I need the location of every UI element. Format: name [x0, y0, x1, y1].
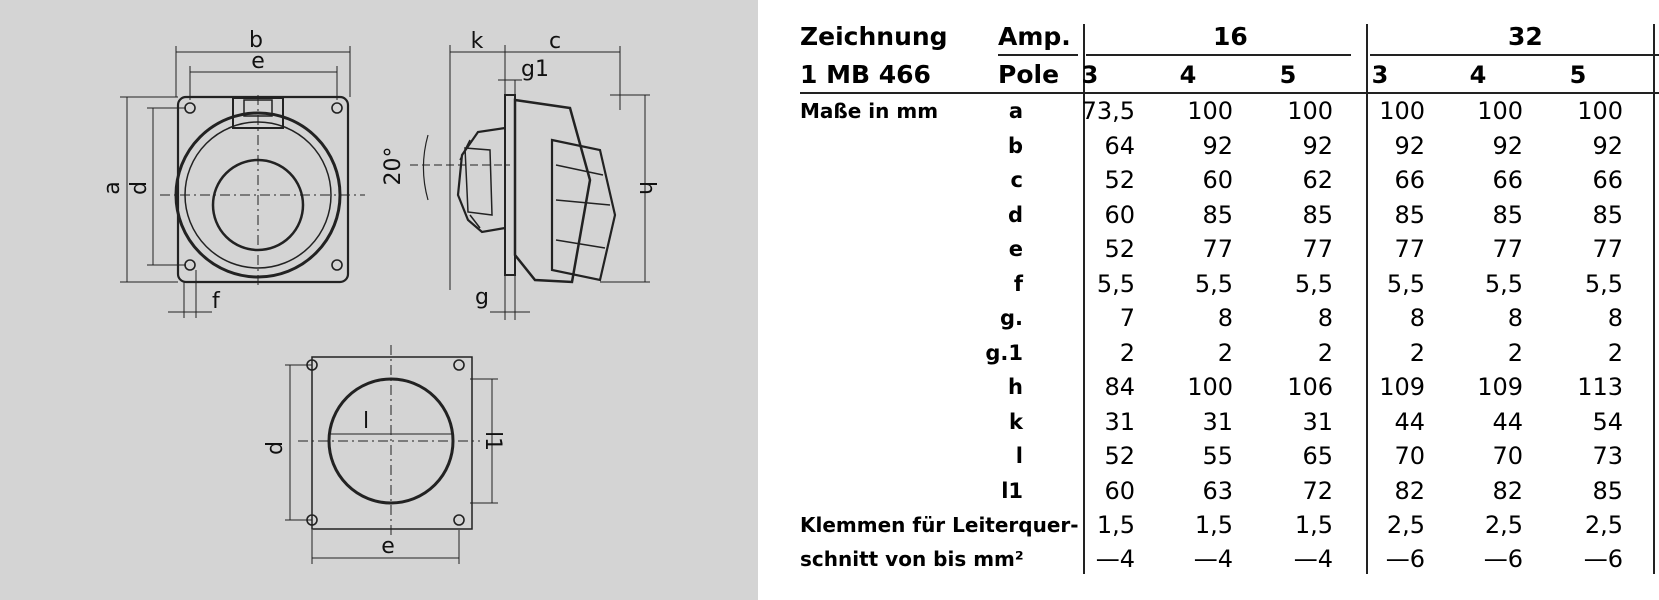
table-cell: 60: [1104, 477, 1135, 505]
terminal-min-cell: 1,5: [1194, 511, 1233, 539]
table-cell: 77: [1302, 235, 1333, 263]
table-cell: 52: [1104, 442, 1135, 470]
terminal-min-cell: 1,5: [1096, 511, 1135, 539]
table-cell: 113: [1577, 373, 1623, 401]
table-cell: 92: [1592, 132, 1623, 160]
table-cell: 84: [1104, 373, 1135, 401]
dim-label-g1: g1: [521, 57, 549, 82]
table-cell: 77: [1492, 235, 1523, 263]
table-cell: 5,5: [1194, 270, 1233, 298]
table-cell: 65: [1302, 442, 1333, 470]
row-label-l1: l1: [1001, 479, 1023, 503]
table-cell: 77: [1592, 235, 1623, 263]
dim-label-k: k: [470, 29, 484, 54]
table-cell: 73,5: [1081, 97, 1135, 125]
table-cell: 109: [1477, 373, 1523, 401]
table-cell: 2: [1409, 339, 1425, 367]
terminal-max-cell: —6: [1385, 545, 1425, 573]
pole-header-cell: 4: [1469, 61, 1487, 89]
table-cell: 8: [1607, 304, 1623, 332]
table-cell: 85: [1592, 477, 1623, 505]
table-cell: 5,5: [1386, 270, 1425, 298]
header-group-32: 32: [1508, 22, 1543, 51]
table-cell: 70: [1492, 442, 1523, 470]
pole-header-cell: 5: [1279, 61, 1297, 89]
table-cell: 106: [1287, 373, 1333, 401]
table-cell: 63: [1202, 477, 1233, 505]
table-cell: 92: [1492, 132, 1523, 160]
table-cell: 31: [1104, 408, 1135, 436]
terminal-min-cell: 2,5: [1484, 511, 1523, 539]
table-cell: 85: [1492, 201, 1523, 229]
pole-header-cell: 4: [1179, 61, 1197, 89]
terminal-max-cell: —4: [1193, 545, 1233, 573]
table-cell: 77: [1202, 235, 1233, 263]
row-label-c: c: [1010, 168, 1023, 192]
terminal-max-cell: —6: [1583, 545, 1623, 573]
table-cell: 2: [1217, 339, 1233, 367]
dim-label-l: l: [362, 409, 370, 434]
table-cell: 5,5: [1584, 270, 1623, 298]
table-cell: 100: [1287, 97, 1333, 125]
table-cell: 54: [1592, 408, 1623, 436]
terminal-min-cell: 2,5: [1386, 511, 1425, 539]
dim-label-g: g: [475, 285, 489, 310]
table-cell: 62: [1302, 166, 1333, 194]
table-cell: 7: [1119, 304, 1135, 332]
table-cell: 60: [1202, 166, 1233, 194]
row-label-a: a: [1008, 99, 1023, 123]
header-group-16: 16: [1213, 22, 1248, 51]
terminal-max-cell: —4: [1095, 545, 1135, 573]
dim-label-h: h: [634, 181, 659, 195]
terminal-max-cell: —4: [1293, 545, 1333, 573]
socket-dimension-drawing: [0, 0, 758, 600]
table-cell: 31: [1202, 408, 1233, 436]
table-cell: 52: [1104, 235, 1135, 263]
table-cell: 44: [1394, 408, 1425, 436]
table-cell: 85: [1202, 201, 1233, 229]
table-cell: 2: [1607, 339, 1623, 367]
dim-label-f: f: [212, 289, 220, 314]
terminals-label-line1: Klemmen für Leiterquer-: [800, 513, 1079, 537]
terminal-min-cell: 1,5: [1294, 511, 1333, 539]
table-cell: 82: [1492, 477, 1523, 505]
table-cell: 8: [1409, 304, 1425, 332]
table-cell: 55: [1202, 442, 1233, 470]
table-cell: 72: [1302, 477, 1333, 505]
table-cell: 2: [1119, 339, 1135, 367]
row-label-g: g.: [999, 306, 1023, 330]
pole-header-cell: 5: [1569, 61, 1587, 89]
table-cell: 66: [1592, 166, 1623, 194]
dim-label-e-top: e: [251, 49, 265, 74]
table-cell: 64: [1104, 132, 1135, 160]
table-cell: 8: [1317, 304, 1333, 332]
table-cell: 92: [1302, 132, 1333, 160]
table-cell: 92: [1202, 132, 1233, 160]
dimension-table: [758, 0, 1659, 600]
table-cell: 100: [1577, 97, 1623, 125]
terminal-max-cell: —6: [1483, 545, 1523, 573]
pole-header-cell: 3: [1371, 61, 1389, 89]
dim-label-d-bottom: d: [263, 441, 288, 455]
dim-label-angle: 20°: [381, 146, 406, 186]
table-cell: 100: [1187, 373, 1233, 401]
row-label-k: k: [1009, 410, 1023, 434]
table-cell: 100: [1187, 97, 1233, 125]
table-cell: 85: [1394, 201, 1425, 229]
table-cell: 5,5: [1484, 270, 1523, 298]
dim-label-e-bottom: e: [381, 534, 395, 559]
table-cell: 77: [1394, 235, 1425, 263]
row-label-b: b: [1007, 134, 1023, 158]
header-amp: Amp.: [998, 22, 1071, 51]
table-cell: 100: [1477, 97, 1523, 125]
table-cell: 100: [1379, 97, 1425, 125]
header-pole: Pole: [998, 60, 1060, 89]
row-label-e: e: [1008, 237, 1023, 261]
row-label-h: h: [1008, 375, 1023, 399]
table-cell: 5,5: [1294, 270, 1333, 298]
table-cell: 66: [1394, 166, 1425, 194]
row-label-f: f: [1013, 272, 1023, 296]
table-cell: 8: [1507, 304, 1523, 332]
table-cell: 31: [1302, 408, 1333, 436]
table-cell: 5,5: [1096, 270, 1135, 298]
terminal-min-cell: 2,5: [1584, 511, 1623, 539]
dim-label-c: c: [548, 29, 562, 54]
table-cell: 8: [1217, 304, 1233, 332]
table-cell: 60: [1104, 201, 1135, 229]
dim-label-b: b: [249, 28, 263, 53]
table-cell: 2: [1507, 339, 1523, 367]
table-cell: 85: [1592, 201, 1623, 229]
dim-label-a: a: [100, 181, 125, 195]
table-cell: 52: [1104, 166, 1135, 194]
row-label-d: d: [1007, 203, 1023, 227]
dim-label-d-left: d: [127, 181, 152, 195]
row-label-l: l: [1015, 444, 1023, 468]
table-cell: 2: [1317, 339, 1333, 367]
table-cell: 66: [1492, 166, 1523, 194]
section-label-masse: Maße in mm: [800, 99, 939, 123]
table-cell: 70: [1394, 442, 1425, 470]
table-cell: 82: [1394, 477, 1425, 505]
header-zeichnung: Zeichnung: [800, 22, 948, 51]
terminals-label-line2: schnitt von bis mm²: [800, 547, 1024, 571]
table-cell: 92: [1394, 132, 1425, 160]
header-model: 1 MB 466: [800, 60, 931, 89]
pole-header-cell: 3: [1081, 61, 1099, 89]
dim-label-l1: l1: [480, 430, 505, 452]
table-cell: 73: [1592, 442, 1623, 470]
table-cell: 109: [1379, 373, 1425, 401]
table-cell: 85: [1302, 201, 1333, 229]
technical-drawing: [0, 0, 758, 600]
row-label-g1: g.1: [985, 341, 1023, 365]
table-cell: 44: [1492, 408, 1523, 436]
